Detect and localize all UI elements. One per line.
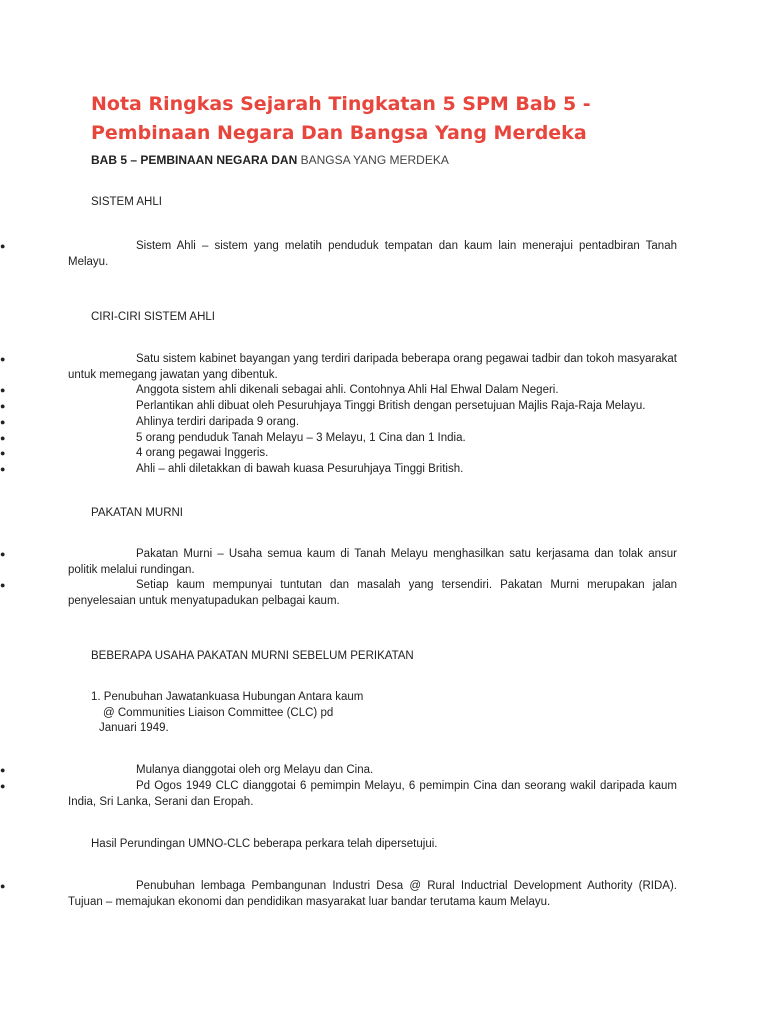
page-title: Nota Ringkas Sejarah Tingkatan 5 SPM Bab 5 - Pembinaan Negara Dan Bangsa Yang Merdeka: [91, 93, 591, 144]
bullet-icon: ●: [0, 549, 6, 559]
numbered-line: @ Communities Liaison Committee (CLC) pd: [103, 706, 334, 719]
bullet-item: [0, 431, 677, 447]
bullet-item: [0, 239, 677, 270]
bullet-item: [0, 462, 677, 478]
bullet-item: [0, 415, 677, 431]
bullet-text: Satu sistem kabinet bayangan yang terdiri daripada beberapa orang pegawai tadbir dan tokoh masyarakat untuk memegang jawatan yang dibentuk.: [68, 353, 677, 381]
bullet-icon: ●: [0, 433, 6, 443]
bullet-text: Perlantikan ahli dibuat oleh Pesuruhjaya Tinggi British dengan persetujuan Majlis Raja-Raja Melayu.: [136, 400, 646, 412]
section-heading-ciri-ciri: CIRI-CIRI SISTEM AHLI: [91, 311, 215, 323]
numbered-list: [91, 690, 363, 737]
bullet-item: [0, 446, 677, 462]
bullet-text: Sistem Ahli – sistem yang melatih penduduk tempatan dan kaum lain menerajui pentadbiran Tanah Melayu.: [68, 240, 677, 268]
bullet-icon: ●: [0, 401, 6, 411]
bullet-item: [0, 763, 677, 779]
bullet-text: Setiap kaum mempunyai tuntutan dan masalah yang tersendiri. Pakatan Murni merupakan jalan penyelesaian untuk menyatupadukan pelbagai kaum.: [68, 579, 677, 607]
section-heading-beberapa-usaha: BEBERAPA USAHA PAKATAN MURNI SEBELUM PERIKATAN: [91, 650, 414, 662]
bullet-item: [0, 879, 677, 910]
bullet-item: [0, 399, 677, 415]
section-heading-hasil: Hasil Perundingan UMNO-CLC beberapa perkara telah dipersetujui.: [91, 838, 438, 850]
bullet-icon: ●: [0, 385, 6, 395]
bullet-icon: ●: [0, 241, 6, 251]
bullet-icon: ●: [0, 580, 6, 590]
bullet-icon: ●: [0, 464, 6, 474]
chapter-subtitle-plain: BANGSA YANG MERDEKA: [300, 153, 449, 167]
bullet-text: Ahli – ahli diletakkan di bawah kuasa Pesuruhjaya Tinggi British.: [136, 463, 464, 475]
bullet-item: [0, 578, 677, 609]
bullet-text: 4 orang pegawai Inggeris.: [136, 447, 269, 459]
bullet-text: Pakatan Murni – Usaha semua kaum di Tanah Melayu menghasilkan satu kerjasama dan tolak ansur politik melalui rundingan.: [68, 548, 677, 576]
numbered-line: 1. Penubuhan Jawatankuasa Hubungan Antara kaum: [91, 691, 364, 703]
bullet-text: Anggota sistem ahli dikenali sebagai ahli. Contohnya Ahli Hal Ehwal Dalam Negeri.: [136, 384, 559, 396]
bullet-item: [0, 383, 677, 399]
bullet-icon: ●: [0, 781, 6, 791]
numbered-line: Januari 1949.: [99, 722, 169, 734]
bullet-item: [0, 779, 677, 810]
bullet-icon: ●: [0, 354, 6, 364]
bullet-icon: ●: [0, 448, 6, 458]
bullet-text: 5 orang penduduk Tanah Melayu – 3 Melayu, 1 Cina dan 1 India.: [136, 432, 466, 444]
section-heading-sistem-ahli: SISTEM AHLI: [91, 196, 162, 208]
bullet-text: Pd Ogos 1949 CLC dianggotai 6 pemimpin Melayu, 6 pemimpin Cina dan seorang wakil daripada kaum India, Sri Lanka, Serani dan Eropah.: [68, 780, 677, 808]
bullet-item: [0, 547, 677, 578]
bullet-text: Mulanya dianggotai oleh org Melayu dan Cina.: [136, 764, 374, 776]
bullet-item: [0, 352, 677, 383]
bullet-icon: ●: [0, 765, 6, 775]
bullet-text: Ahlinya terdiri daripada 9 orang.: [136, 416, 300, 428]
chapter-subtitle: [91, 152, 449, 168]
bullet-icon: ●: [0, 881, 6, 891]
bullet-icon: ●: [0, 417, 6, 427]
chapter-subtitle-bold: BAB 5 – PEMBINAAN NEGARA DAN: [91, 153, 301, 167]
bullet-text: Penubuhan lembaga Pembangunan Industri Desa @ Rural Inductrial Development Authority (RIDA). Tujuan – memajukan ekonomi dan pendidikan masyarakat luar bandar terutama kaum Melayu.: [68, 880, 677, 908]
section-heading-pakatan-murni: PAKATAN MURNI: [91, 507, 184, 519]
